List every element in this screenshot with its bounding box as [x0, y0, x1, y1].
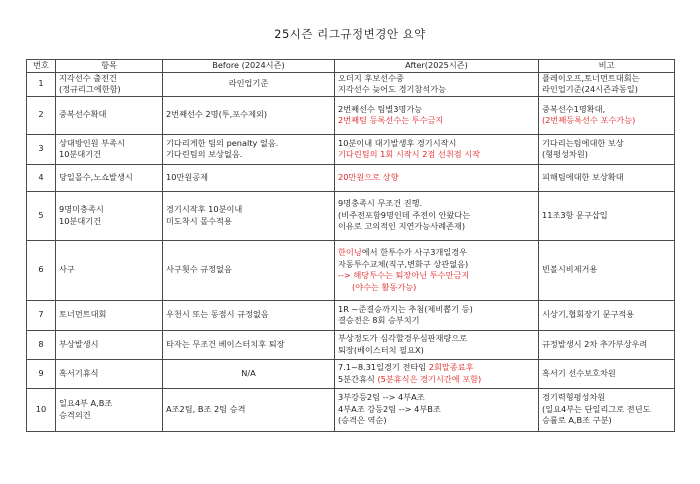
row-num: 4: [27, 164, 56, 191]
row-before: 경기시작후 10분이내 미도착시 몰수적용: [163, 191, 335, 240]
row-before: 우천시 또는 동점시 규정없음: [163, 300, 335, 330]
row-num: 3: [27, 134, 56, 164]
row-num: 9: [27, 359, 56, 388]
table-header-row: [27, 60, 675, 73]
rules-table: [26, 59, 675, 432]
row-note: 경기력형평성차원 (일요4부는 단일리그로 전년도 승률로 A,B조 구분): [539, 388, 675, 431]
row-num: 6: [27, 240, 56, 300]
header-note: 비고: [539, 60, 675, 73]
row-num: 10: [27, 388, 56, 431]
row-note: 혹서기 선수보호차원: [539, 359, 675, 388]
row-after: 부상정도가 심각할경우심판재량으로 퇴장(베이스터치 필요X): [335, 330, 539, 359]
row-note: 11조3항 문구삽입: [539, 191, 675, 240]
header-item: 항목: [56, 60, 163, 73]
row-before: 타자는 무조건 베이스터치후 퇴장: [163, 330, 335, 359]
row-before: N/A: [163, 359, 335, 388]
row-after: 오더지 후보선수중 지각선수 늦어도 경기참석가능: [335, 72, 539, 96]
row-item: 9명미충족시 10분대기건: [56, 191, 163, 240]
table-row: [27, 72, 675, 96]
row-note: 플레이오프,토너먼트대회는 라인업기준(24시즌과동일): [539, 72, 675, 96]
row-num: 8: [27, 330, 56, 359]
row-item: 사구: [56, 240, 163, 300]
table-row: [27, 134, 675, 164]
row-note: 중복선수1명확대, (2번째등록선수 포수가능): [539, 96, 675, 134]
row-note: 시상기,협회장기 문구적용: [539, 300, 675, 330]
row-after: 1R ~준결승까지는 추첨(제비뽑기 등) 결승전은 8회 승부치기: [335, 300, 539, 330]
row-note: 피해팀에대한 보상확대: [539, 164, 675, 191]
row-before: 라인업기준: [163, 72, 335, 96]
row-before: 사구횟수 규정없음: [163, 240, 335, 300]
row-after: 한이닝에서 한투수가 사구3개일경우 자동투수교체(직구,변화구 상관없음) --> 해당투수는 퇴장아닌 투수만금지 (야수는 활동가능): [335, 240, 539, 300]
row-item: 중복선수확대: [56, 96, 163, 134]
row-after: 3부강등2팀 --> 4부A조 4부A조 강등2팀 --> 4부B조 (승격은 역순): [335, 388, 539, 431]
row-item: 토너먼트대회: [56, 300, 163, 330]
row-note: 기다리는팀에대한 보상 (형평성차원): [539, 134, 675, 164]
row-before: 기다리게한 팀의 penalty 없음. 기다린팀의 보상없음.: [163, 134, 335, 164]
table-row: [27, 388, 675, 431]
row-before: 2번째선수 2명(투,포수제외): [163, 96, 335, 134]
row-item: 혹서기휴식: [56, 359, 163, 388]
row-after: 7.1~8.31일경기 전타임 2회말종료후 5분간휴식 (5분휴식은 경기시간에 포함): [335, 359, 539, 388]
row-num: 7: [27, 300, 56, 330]
row-after: 20만원으로 상향: [335, 164, 539, 191]
row-item: 일요4부 A,B조 승격의건: [56, 388, 163, 431]
table-row: [27, 96, 675, 134]
row-item: 상대방인원 부족시 10분대기건: [56, 134, 163, 164]
table-row: [27, 359, 675, 388]
table-row: [27, 164, 675, 191]
document-title: 25시즌 리그규정변경안 요약: [274, 27, 426, 41]
row-item: 부상발생시: [56, 330, 163, 359]
row-item: 당일몰수,노쇼발생시: [56, 164, 163, 191]
row-before: 10만원공제: [163, 164, 335, 191]
row-after: 2번째선수 팀별3명가능 2번째팀 등록선수는 투수금지: [335, 96, 539, 134]
table-row: [27, 300, 675, 330]
row-note: 규정발생시 2차 추가부상우려: [539, 330, 675, 359]
row-before: A조2팀, B조 2팀 승격: [163, 388, 335, 431]
header-before: Before (2024시즌): [163, 60, 335, 73]
row-num: 2: [27, 96, 56, 134]
row-note: 빈볼시비제거용: [539, 240, 675, 300]
table-row: [27, 240, 675, 300]
row-after: 10분이내 대기발생후 경기시작시 기다린팀의 1회 시작시 2점 선취점 시작: [335, 134, 539, 164]
row-num: 1: [27, 72, 56, 96]
table-row: [27, 191, 675, 240]
header-after: After(2025시즌): [335, 60, 539, 73]
header-num: 번호: [27, 60, 56, 73]
row-after: 9명충족시 무조건 진행. (비주전포함9명인데 주전이 안왔다는 이유로 고의적인 지연가능사례존재): [335, 191, 539, 240]
row-item: 지각선수 출전건 (정규리그에한함): [56, 72, 163, 96]
row-num: 5: [27, 191, 56, 240]
table-row: [27, 330, 675, 359]
